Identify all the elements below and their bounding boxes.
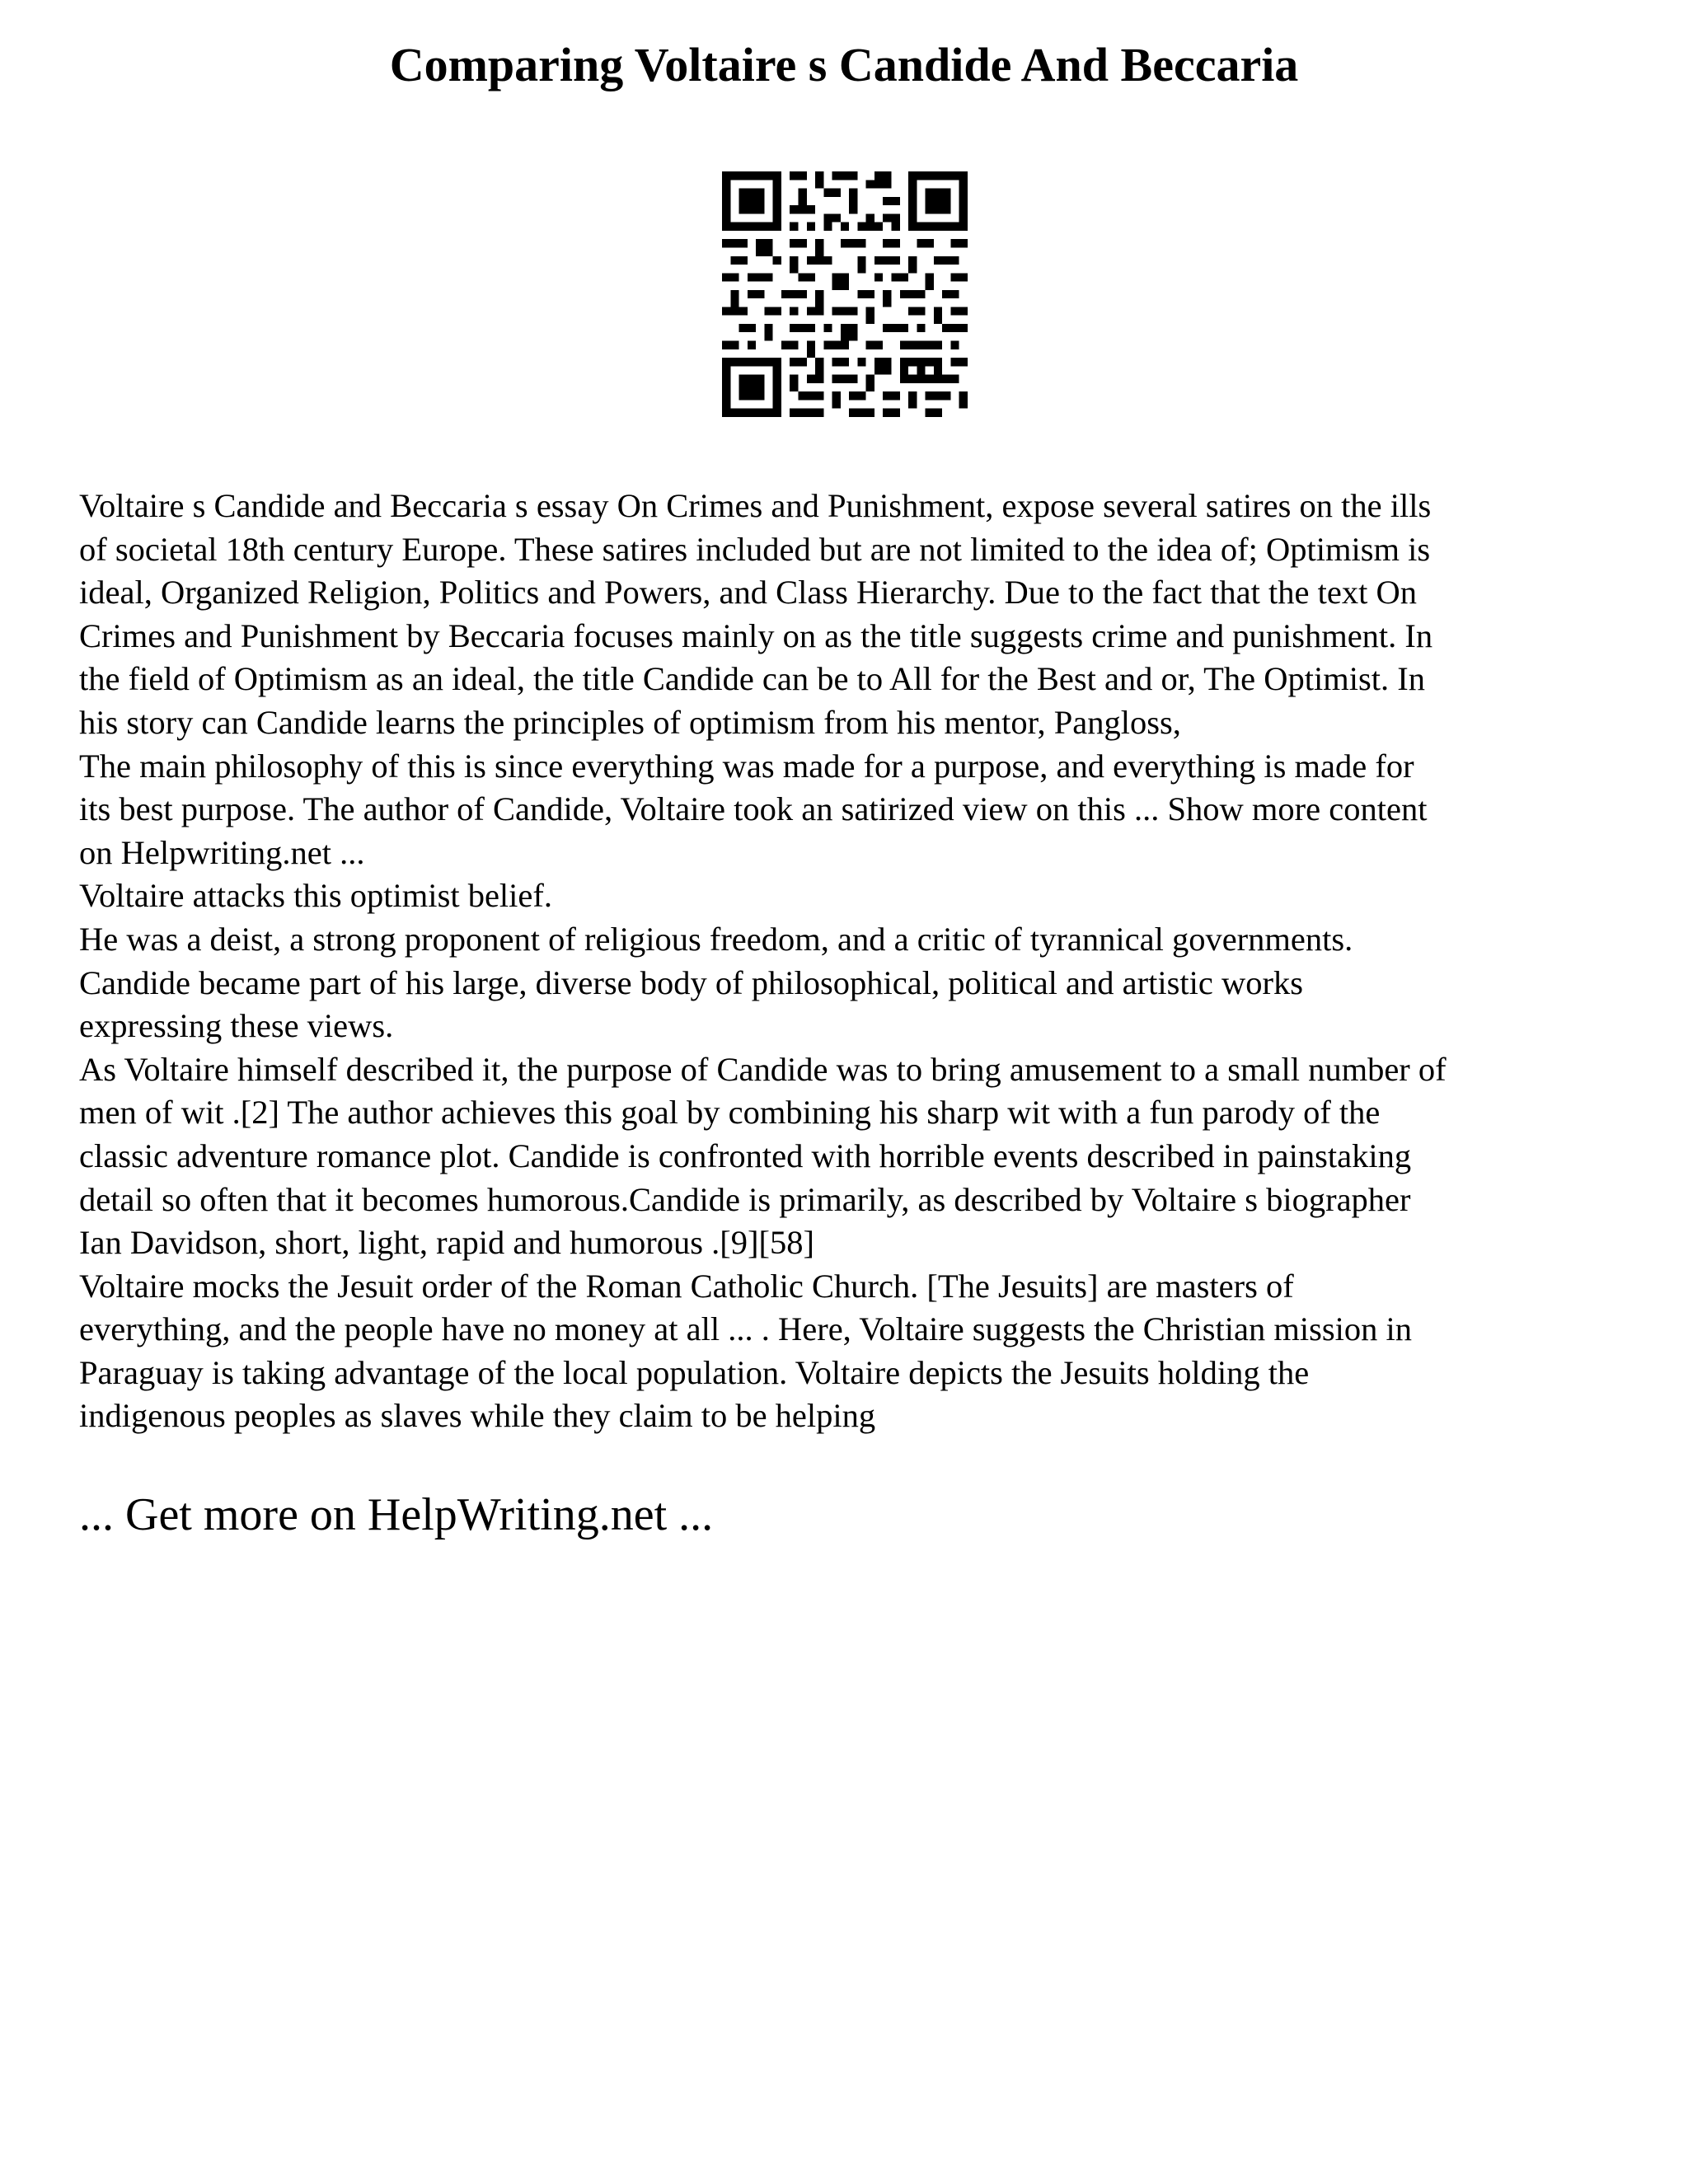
essay-line: everything, and the people have no money at all ... . Here, Voltaire suggests the Christian mission in	[79, 1310, 1413, 1348]
essay-line: of societal 18th century Europe. These satires included but are not limited to the idea of; Optimism is	[79, 530, 1431, 568]
essay-line: The main philosophy of this is since everything was made for a purpose, and everything is made for	[79, 747, 1414, 785]
essay-line: expressing these views.	[79, 1007, 394, 1045]
essay-line: on Helpwriting.net ...	[79, 833, 365, 871]
essay-line: its best purpose. The author of Candide, Voltaire took an satirized view on this ... Show more content	[79, 790, 1428, 828]
page-title: Comparing Voltaire s Candide And Beccaria	[389, 38, 1299, 91]
qr-code-icon	[722, 171, 968, 417]
essay-line: men of wit .[2] The author achieves this goal by combining his sharp wit with a fun parody of the	[79, 1094, 1381, 1132]
essay-body	[79, 485, 1629, 1438]
essay-line: his story can Candide learns the principles of optimism from his mentor, Pangloss,	[79, 703, 1181, 741]
get-more-link[interactable]: ... Get more on HelpWriting.net ...	[79, 1489, 714, 1540]
qr-code-image	[722, 171, 968, 417]
essay-line: As Voltaire himself described it, the purpose of Candide was to bring amusement to a small number of	[79, 1050, 1447, 1088]
essay-line: He was a deist, a strong proponent of religious freedom, and a critic of tyrannical governments.	[79, 920, 1353, 958]
essay-line: Voltaire mocks the Jesuit order of the Roman Catholic Church. [The Jesuits] are masters of	[79, 1267, 1294, 1305]
essay-line: ideal, Organized Religion, Politics and Powers, and Class Hierarchy. Due to the fact that the text On	[79, 574, 1417, 612]
essay-line: Paraguay is taking advantage of the local population. Voltaire depicts the Jesuits holding the	[79, 1353, 1310, 1391]
essay-line: Ian Davidson, short, light, rapid and humorous .[9][58]	[79, 1224, 814, 1262]
essay-line: the field of Optimism as an ideal, the title Candide can be to All for the Best and or, The Optimist. In	[79, 660, 1426, 698]
essay-line: detail so often that it becomes humorous.Candide is primarily, as described by Voltaire s biographer	[79, 1180, 1411, 1218]
essay-line: Crimes and Punishment by Beccaria focuses mainly on as the title suggests crime and punishment. In	[79, 616, 1433, 654]
essay-line: Voltaire s Candide and Beccaria s essay On Crimes and Punishment, expose several satires on the ills	[79, 487, 1432, 524]
essay-line: Candide became part of his large, diverse body of philosophical, political and artistic works	[79, 963, 1303, 1001]
essay-line: Voltaire attacks this optimist belief.	[79, 877, 553, 915]
essay-line: indigenous peoples as slaves while they claim to be helping	[79, 1397, 876, 1435]
essay-line: classic adventure romance plot. Candide is confronted with horrible events described in painstaking	[79, 1137, 1412, 1174]
